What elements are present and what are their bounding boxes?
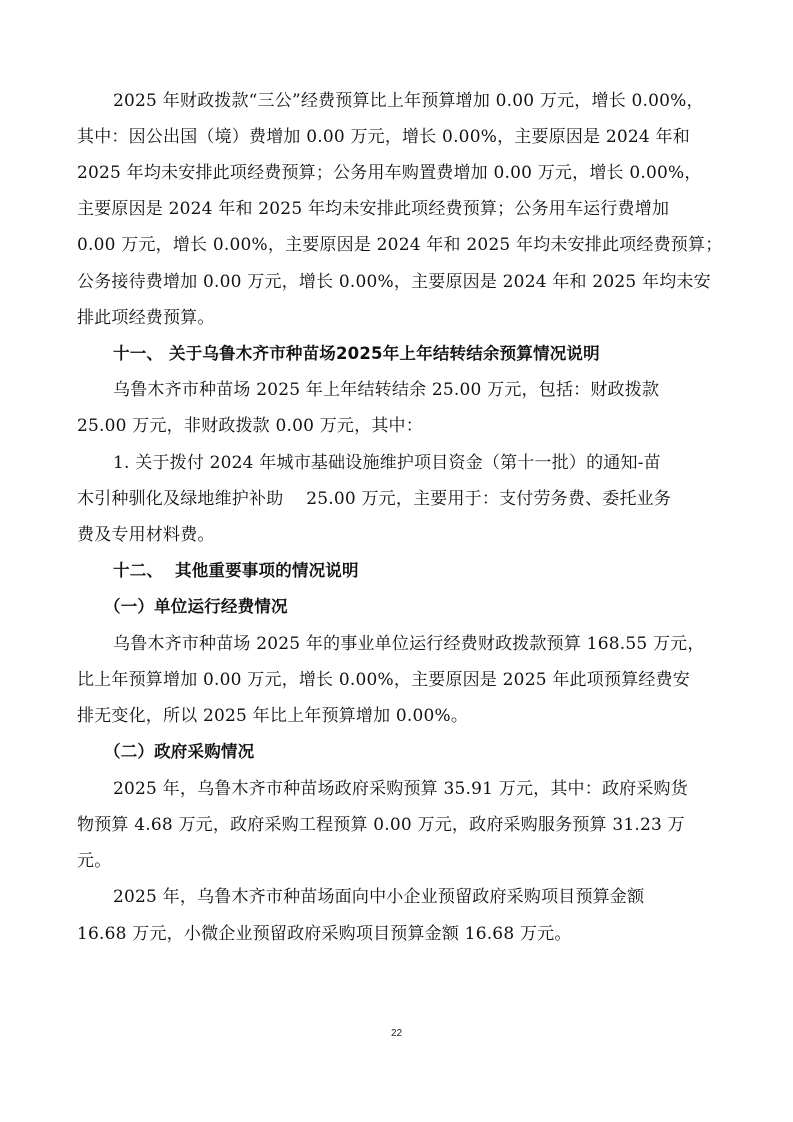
text-line: 2025 年均未安排此项经费预算；公务用车购置费增加 0.00 万元，增长 0.00%，	[77, 163, 702, 183]
text-line: 16.68 万元，小微企业预留政府采购项目预算金额 16.68 万元。	[77, 924, 572, 944]
text-line: 0.00 万元，增长 0.00%，主要原因是 2024 年和 2025 年均未安排此项经费预算；	[77, 235, 723, 255]
subsection-heading-procurement: （二）政府采购情况	[104, 742, 255, 761]
text-line: 排此项经费预算。	[77, 308, 215, 328]
section-number: 十二、	[113, 561, 164, 580]
text-line: 元。	[77, 851, 112, 871]
text-line: 1. 关于拨付 2024 年城市基础设施维护项目资金（第十一批）的通知-苗	[113, 453, 661, 473]
text-line: 木引种驯化及绿地维护补助 25.00 万元，主要用于：支付劳务费、委托业务	[77, 489, 672, 509]
section-heading-12	[113, 561, 359, 581]
text-line: 公务接待费增加 0.00 万元，增长 0.00%，主要原因是 2024 年和 2025 年均未安	[77, 272, 711, 292]
text-line: 其中：因公出国（境）费增加 0.00 万元，增长 0.00%，主要原因是 2024 年和	[77, 127, 690, 147]
text-line: 2025 年，乌鲁木齐市种苗场政府采购预算 35.91 万元，其中：政府采购货	[113, 779, 688, 799]
section-heading-11	[113, 344, 600, 364]
text-line: 2025 年，乌鲁木齐市种苗场面向中小企业预留政府采购项目预算金额	[113, 887, 645, 907]
section-title: 关于乌鲁木齐市种苗场2025年上年结转结余预算情况说明	[169, 344, 600, 363]
text-line: 乌鲁木齐市种苗场 2025 年的事业单位运行经费财政拨款预算 168.55 万元，	[113, 634, 705, 654]
text-line: 主要原因是 2024 年和 2025 年均未安排此项经费预算；公务用车运行费增加	[77, 199, 670, 219]
text-line: 比上年预算增加 0.00 万元，增长 0.00%，主要原因是 2025 年此项预算经费安	[77, 670, 690, 690]
text-line: 费及专用材料费。	[77, 525, 215, 545]
text-line: 25.00 万元，非财政拨款 0.00 万元，其中：	[77, 416, 423, 436]
subsection-heading-operating-funds: （一）单位运行经费情况	[104, 597, 288, 616]
page-number: 22	[390, 1028, 403, 1039]
section-number: 十一、	[113, 344, 164, 363]
text-line: 2025 年财政拨款“三公”经费预算比上年预算增加 0.00 万元，增长 0.00%，	[113, 91, 704, 111]
text-line: 排无变化，所以 2025 年比上年预算增加 0.00%。	[77, 706, 469, 726]
text-line: 物预算 4.68 万元，政府采购工程预算 0.00 万元，政府采购服务预算 31.23 万	[77, 815, 685, 835]
section-title: 其他重要事项的情况说明	[175, 561, 359, 580]
text-line: 乌鲁木齐市种苗场 2025 年上年结转结余 25.00 万元，包括：财政拨款	[113, 380, 660, 400]
